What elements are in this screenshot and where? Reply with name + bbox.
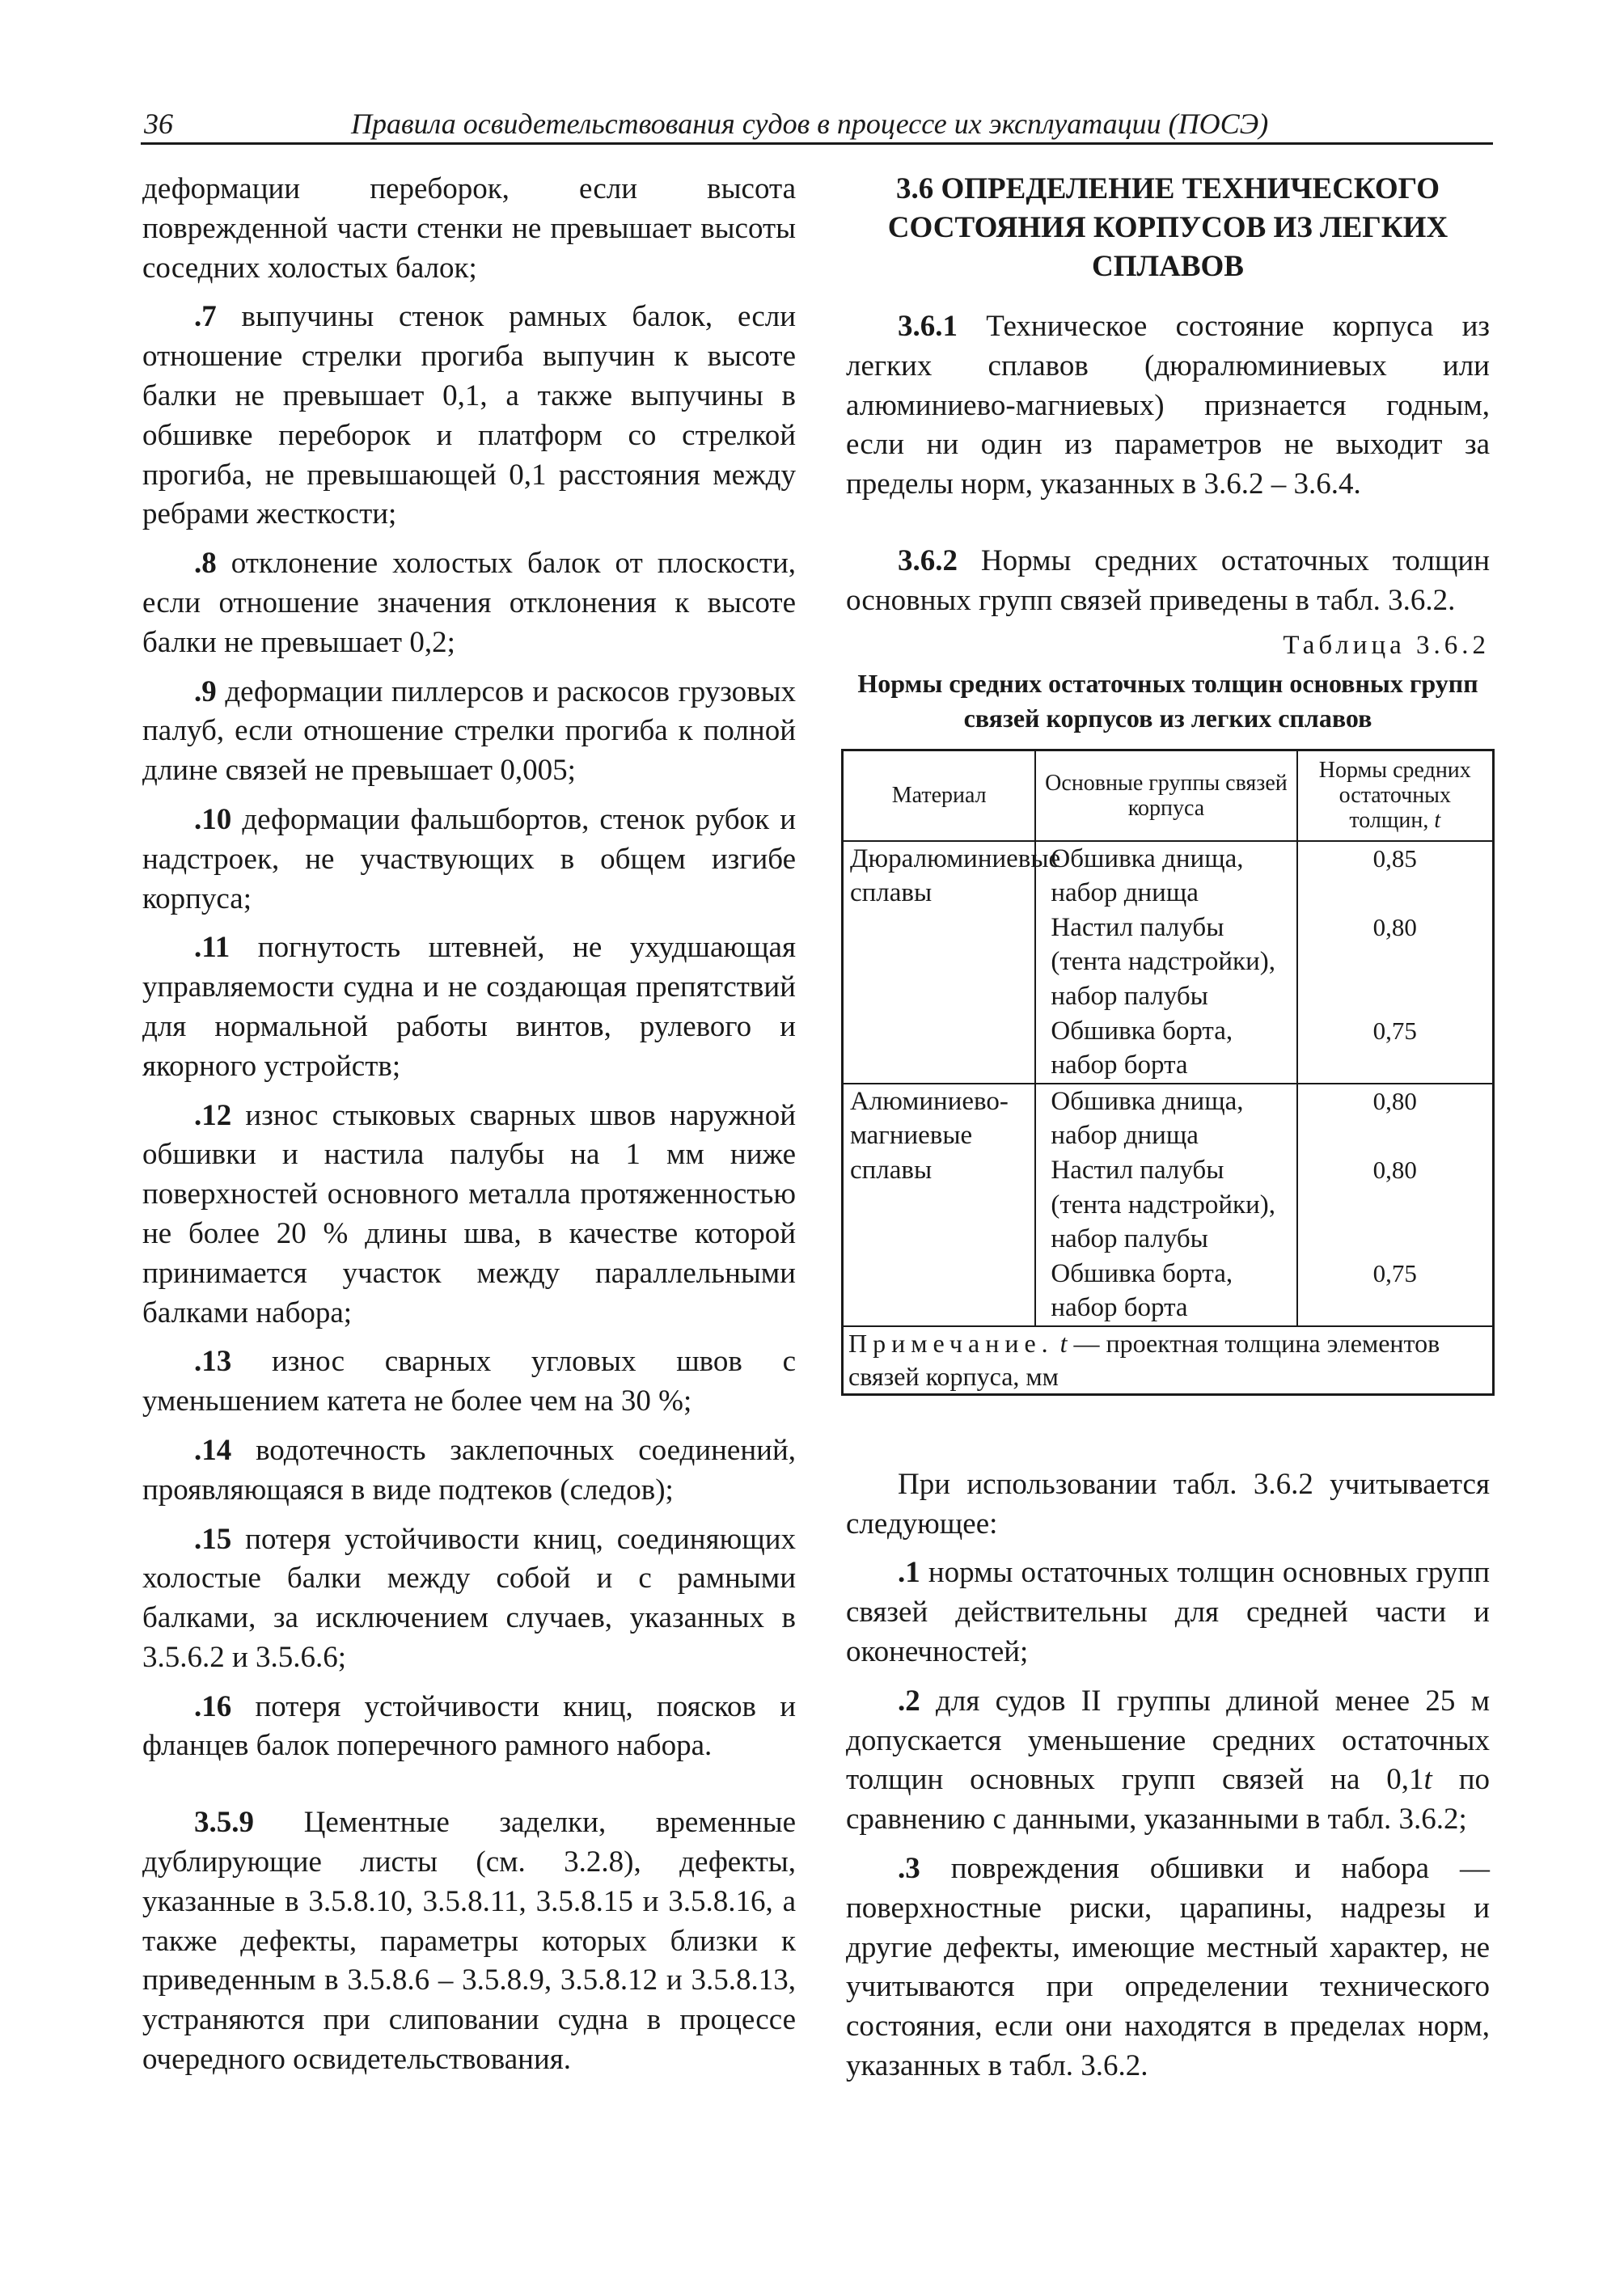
item-number: .16 <box>194 1689 232 1723</box>
item-text: для судов II группы длиной менее 25 м допускается уменьшение средних остаточных толщин основных групп связей на 0,1 <box>846 1684 1491 1797</box>
item-text: нормы остаточных толщин основных групп связей действительны для средней части и оконечностей; <box>846 1556 1490 1669</box>
item-text: водотечность заклепочных соединений, проявляющаяся в виде подтеков (следов); <box>142 1433 797 1507</box>
paragraph-usage: При использовании табл. 3.6.2 учитывается следующее: <box>846 1467 1490 1541</box>
values-cell <box>1297 1084 1494 1326</box>
clause-text: Техническое состояние корпуса из легких сплавов (дюралюминиевых или алюминиево-магниевых) признается годным, если ни один из параметров не выходит за пределы норм, указанных в 3.6.2 – 3.6.4. <box>846 310 1490 501</box>
item-text: потеря устойчивости книц, поясков и фланцев балок поперечного рамного набора. <box>142 1689 796 1763</box>
norm-value: 0,80 <box>1372 1155 1417 1184</box>
list-item <box>142 1097 796 1334</box>
table-title: Нормы средних остаточных толщин основных групп связей корпусов из легких сплавов <box>857 668 1478 733</box>
list-item <box>142 298 796 535</box>
note-text: — проектная толщина элементов связей корпуса, мм <box>848 1328 1440 1391</box>
item-number: .12 <box>194 1098 232 1132</box>
header-norms <box>1297 750 1494 841</box>
clause-text: Цементные заделки, временные дублирующие листы (см. 3.2.8), дефекты, указанные в 3.5.8.10, 3.5.8.11, 3.5.8.15 и 3.5.8.16, а также дефекты, параметры которых близки к приведенным в 3.5.8.6 – 3.5.8.9, 3.5.8.12 и 3.5.8.13, устраняются при слиповании судна в процессе очередного освидетельствования. <box>142 1806 797 2077</box>
item-text: погнутость штевней, не ухудшающая управляемости судна и не создающая препятствий для нормальной работы винтов, рулевого и якорного устройств; <box>142 931 796 1083</box>
group-name: Обшивка борта, набор борта <box>1051 1016 1233 1080</box>
note-var: t <box>1059 1328 1068 1358</box>
list-item <box>846 1553 1490 1672</box>
header-norms-text: Нормы средних остаточных толщин, <box>1318 758 1471 834</box>
clause-text: Нормы средних остаточных толщин основных групп связей приведены в табл. 3.6.2. <box>846 543 1491 617</box>
spacer <box>1301 1222 1489 1257</box>
spacer <box>1301 1118 1489 1153</box>
list-item <box>142 928 796 1086</box>
list-item <box>142 1431 796 1511</box>
groups-cell <box>1035 841 1296 1084</box>
spacer <box>1301 945 1489 979</box>
section-title: 3.6 ОПРЕДЕЛЕНИЕ ТЕХНИЧЕСКОГО СОСТОЯНИЯ КОРПУСОВ ИЗ ЛЕГКИХ СПЛАВОВ <box>887 172 1448 283</box>
item-number: .8 <box>194 547 217 581</box>
list-item <box>846 1849 1490 2086</box>
header-norms-var: t <box>1434 808 1441 834</box>
item-text: деформации пиллерсов и раскосов грузовых палуб, если отношение стрелки прогиба к полной длине связей не превышает 0,005; <box>142 674 797 788</box>
item-number: .11 <box>194 931 230 965</box>
norm-value: 0,75 <box>1372 1258 1417 1287</box>
item-number: .9 <box>194 674 217 708</box>
item-var: t <box>1423 1763 1432 1797</box>
note-label: Примечание. <box>848 1328 1054 1358</box>
list-item <box>142 673 796 791</box>
item-text: износ стыковых сварных швов наружной обшивки и настила палубы на 1 мм ниже поверхностей основного металла протяженностью не более 20 % длины шва, в качестве которой принимается участок между параллельными балками набора; <box>142 1098 796 1329</box>
header-groups: Основные группы связей корпуса <box>1035 750 1296 841</box>
item-text: отклонение холостых балок от плоскости, если отношение значения отклонения к высоте балки не превышает 0,2; <box>142 547 796 659</box>
item-number: .3 <box>898 1852 920 1886</box>
spacer <box>846 1396 1490 1465</box>
list-item <box>142 1520 796 1678</box>
group-name: Обшивка днища, набор днища <box>1051 1086 1244 1151</box>
clause-3-6-1 <box>846 307 1490 505</box>
material-cell: Алюминиево-магниевые сплавы <box>843 1084 1036 1326</box>
item-number: .13 <box>194 1345 232 1379</box>
group-name: Обшивка борта, набор борта <box>1051 1258 1233 1323</box>
item-text: выпучины стенок рамных балок, если отношение стрелки прогиба выпучин к высоте балки не превышает 0,1, а также выпучины в обшивке переборок и платформ со стрелкой прогиба, не превышающей 0,1 расстояния между ребрами жесткости; <box>142 300 797 531</box>
norms-table <box>841 749 1495 1396</box>
list-item <box>846 1682 1490 1840</box>
item-text: по сравнению с данными, указанными в табл. 3.6.2; <box>846 1763 1490 1837</box>
list-item <box>142 1342 796 1422</box>
spacer <box>142 1776 796 1803</box>
table-caption: Таблица 3.6.2 <box>1283 630 1490 660</box>
spacer <box>846 514 1490 542</box>
item-text: деформации фальшбортов, стенок рубок и надстроек, не участвующих в общем изгибе корпуса; <box>142 802 796 915</box>
norm-value: 0,85 <box>1372 843 1417 873</box>
paragraph-continuation: деформации переборок, если высота поврежденной части стенки не превышает высоты соседних холостых балок; <box>142 172 796 285</box>
item-number: .2 <box>898 1684 920 1718</box>
group-name: Настил палубы (тента надстройки), набор палубы <box>1051 912 1275 1011</box>
item-number: .1 <box>898 1556 920 1590</box>
item-number: .10 <box>194 802 232 836</box>
header-material: Материал <box>843 750 1036 841</box>
item-text: износ сварных угловых швов с уменьшением катета не более чем на 30 %; <box>142 1345 796 1418</box>
list-item <box>142 1688 796 1767</box>
groups-cell <box>1035 1084 1296 1326</box>
clause-3-5-9 <box>142 1803 796 2080</box>
clause-number: 3.5.9 <box>194 1806 254 1840</box>
spacer <box>1301 1188 1489 1223</box>
table-header-row <box>843 750 1494 841</box>
left-column <box>142 170 796 2090</box>
table-note-row <box>843 1326 1494 1395</box>
values-cell <box>1297 841 1494 1084</box>
group-name: Настил палубы (тента надстройки), набор палубы <box>1051 1155 1275 1254</box>
running-header <box>141 105 1493 145</box>
item-number: .7 <box>194 300 217 334</box>
norm-value: 0,75 <box>1372 1016 1417 1045</box>
group-name: Обшивка днища, набор днища <box>1051 843 1244 908</box>
clause-number: 3.6.1 <box>898 310 958 343</box>
item-text: повреждения обшивки и набора — поверхностные риски, царапины, надрезы и другие дефекты, имеющие местный характер, не учитываются при определении технического состояния, если они находятся в пределах норм, указанных в табл. 3.6.2. <box>846 1852 1490 2083</box>
item-text: потеря устойчивости книц, соединяющих холостые балки между собой и с рамными балками, за исключением случаев, указанных в 3.5.6.2 и 3.5.6.6; <box>142 1522 796 1674</box>
item-number: .15 <box>194 1522 232 1556</box>
table-row <box>843 841 1494 1084</box>
table-row <box>843 1084 1494 1326</box>
list-item <box>142 544 796 662</box>
list-item <box>142 801 796 919</box>
right-column <box>846 170 1490 2096</box>
norm-value: 0,80 <box>1372 912 1417 941</box>
item-number: .14 <box>194 1433 232 1467</box>
spacer <box>1301 979 1489 1014</box>
page-number: 36 <box>144 108 173 140</box>
clause-number: 3.6.2 <box>898 543 958 577</box>
clause-3-6-2 <box>846 542 1490 621</box>
material-cell: Дюралюминиевые сплавы <box>843 841 1036 1084</box>
table-note <box>843 1326 1494 1395</box>
norm-value: 0,80 <box>1372 1086 1417 1115</box>
spacer <box>1301 876 1489 911</box>
running-title: Правила освидетельствования судов в процессе их эксплуатации (ПОСЭ) <box>351 108 1269 140</box>
